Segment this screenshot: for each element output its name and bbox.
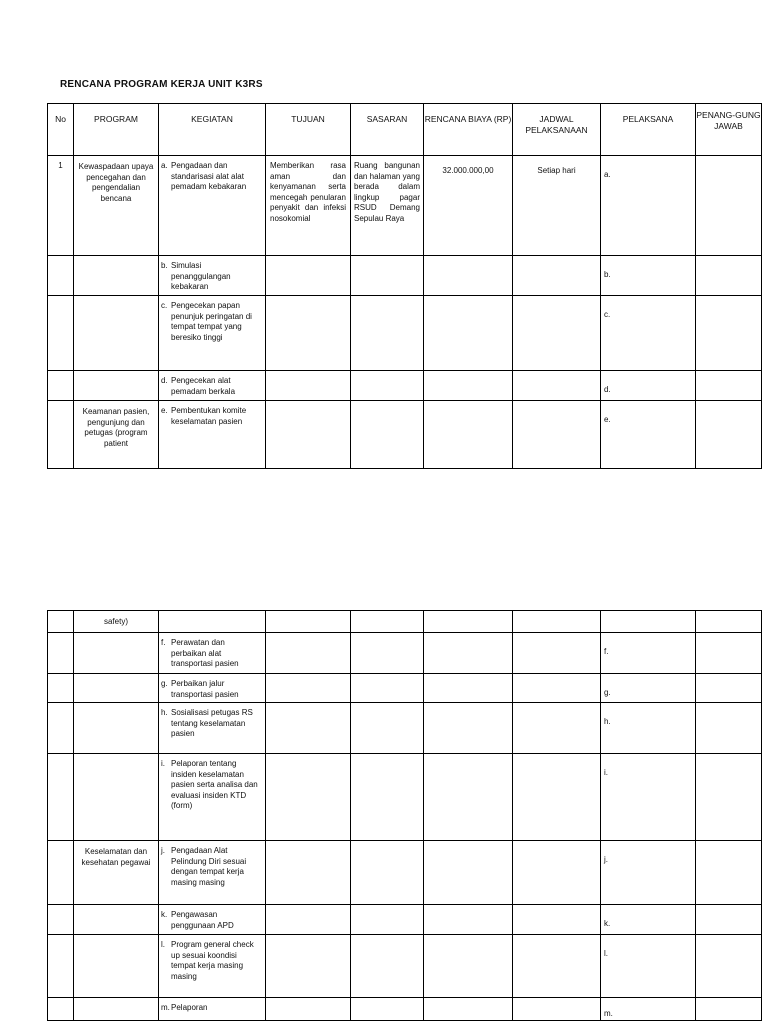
cell-tujuan — [266, 256, 351, 296]
table-row — [48, 754, 762, 841]
cell-program — [74, 296, 159, 371]
header-tujuan: TUJUAN — [266, 104, 351, 156]
cell-kegiatan — [159, 611, 266, 633]
cell-no — [48, 371, 74, 401]
cell-tujuan — [266, 754, 351, 841]
work-plan-table-page-1 — [47, 103, 762, 469]
cell-penanggung-jawab — [696, 841, 762, 905]
cell-biaya — [424, 905, 513, 935]
kegiatan-letter: k. — [161, 910, 168, 919]
cell-kegiatan — [159, 674, 266, 703]
cell-pelaksana: k. — [601, 905, 696, 935]
table-row — [48, 998, 762, 1021]
cell-pelaksana: a. — [601, 156, 696, 256]
cell-jadwal — [513, 296, 601, 371]
cell-biaya — [424, 998, 513, 1021]
cell-penanggung-jawab — [696, 674, 762, 703]
cell-pelaksana: h. — [601, 703, 696, 754]
cell-kegiatan — [159, 371, 266, 401]
cell-tujuan — [266, 998, 351, 1021]
table-row — [48, 401, 762, 469]
table-row — [48, 841, 762, 905]
cell-jadwal — [513, 935, 601, 998]
kegiatan-text: Program general check up sesuai koondisi tempat kerja masing masing — [171, 940, 254, 981]
cell-biaya — [424, 935, 513, 998]
cell-jadwal — [513, 998, 601, 1021]
cell-penanggung-jawab — [696, 754, 762, 841]
kegiatan-text: Pengadaan dan standarisasi alat alat pemadam kebakaran — [171, 161, 247, 191]
kegiatan-text: Pelaporan — [171, 1003, 208, 1012]
cell-jadwal — [513, 754, 601, 841]
cell-program: Keamanan pasien, pengunjung dan petugas (program patient — [74, 401, 159, 469]
cell-tujuan — [266, 633, 351, 674]
cell-sasaran — [351, 841, 424, 905]
cell-program — [74, 371, 159, 401]
header-penanggung-jawab: PENANG-GUNG JAWAB — [696, 104, 762, 156]
cell-biaya — [424, 296, 513, 371]
work-plan-table-page-2 — [47, 610, 762, 1021]
cell-program — [74, 703, 159, 754]
cell-jadwal — [513, 371, 601, 401]
cell-tujuan — [266, 841, 351, 905]
cell-jadwal — [513, 256, 601, 296]
cell-biaya — [424, 611, 513, 633]
cell-program — [74, 633, 159, 674]
kegiatan-text: Pengawasan penggunaan APD — [171, 910, 234, 930]
cell-program — [74, 905, 159, 935]
table-row — [48, 703, 762, 754]
cell-jadwal — [513, 905, 601, 935]
cell-sasaran — [351, 296, 424, 371]
kegiatan-text: Pelaporan tentang insiden keselamatan pasien serta analisa dan evaluasi insiden KTD (form) — [171, 759, 258, 810]
table-row — [48, 296, 762, 371]
cell-jadwal — [513, 841, 601, 905]
cell-pelaksana — [601, 611, 696, 633]
cell-no — [48, 256, 74, 296]
cell-penanggung-jawab — [696, 296, 762, 371]
cell-pelaksana: b. — [601, 256, 696, 296]
cell-no — [48, 296, 74, 371]
cell-sasaran — [351, 256, 424, 296]
kegiatan-letter: j. — [161, 846, 165, 855]
cell-biaya — [424, 401, 513, 469]
cell-penanggung-jawab — [696, 703, 762, 754]
cell-kegiatan — [159, 998, 266, 1021]
kegiatan-letter: a. — [161, 161, 168, 170]
table-row — [48, 156, 762, 256]
table-row — [48, 633, 762, 674]
cell-penanggung-jawab — [696, 905, 762, 935]
cell-pelaksana: j. — [601, 841, 696, 905]
cell-no — [48, 841, 74, 905]
cell-kegiatan — [159, 296, 266, 371]
cell-kegiatan — [159, 935, 266, 998]
kegiatan-letter: i. — [161, 759, 165, 768]
cell-no — [48, 401, 74, 469]
cell-sasaran — [351, 998, 424, 1021]
cell-program: safety) — [74, 611, 159, 633]
cell-no — [48, 754, 74, 841]
cell-kegiatan — [159, 633, 266, 674]
kegiatan-letter: f. — [161, 638, 166, 647]
kegiatan-text: Perawatan dan perbaikan alat transportasi pasien — [171, 638, 239, 668]
cell-penanggung-jawab — [696, 371, 762, 401]
cell-kegiatan — [159, 703, 266, 754]
kegiatan-letter: h. — [161, 708, 168, 717]
kegiatan-letter: b. — [161, 261, 168, 270]
cell-no — [48, 674, 74, 703]
cell-penanggung-jawab — [696, 401, 762, 469]
cell-biaya: 32.000.000,00 — [424, 156, 513, 256]
cell-sasaran — [351, 905, 424, 935]
kegiatan-text: Pengecekan papan penunjuk peringatan di tempat tempat yang beresiko tinggi — [171, 301, 252, 342]
cell-biaya — [424, 841, 513, 905]
cell-pelaksana: l. — [601, 935, 696, 998]
cell-jadwal: Setiap hari — [513, 156, 601, 256]
table-row — [48, 905, 762, 935]
cell-sasaran — [351, 633, 424, 674]
header-pelaksana: PELAKSANA — [601, 104, 696, 156]
cell-program — [74, 674, 159, 703]
kegiatan-letter: c. — [161, 301, 168, 310]
cell-sasaran — [351, 754, 424, 841]
cell-penanggung-jawab — [696, 156, 762, 256]
table-row — [48, 935, 762, 998]
kegiatan-letter: e. — [161, 406, 168, 415]
table-header-row — [48, 104, 762, 156]
header-sasaran: SASARAN — [351, 104, 424, 156]
cell-program: Kewaspadaan upaya pencegahan dan pengendalian bencana — [74, 156, 159, 256]
kegiatan-letter: d. — [161, 376, 168, 385]
kegiatan-text: Sosialisasi petugas RS tentang keselamatan pasien — [171, 708, 253, 738]
kegiatan-letter: g. — [161, 679, 168, 688]
cell-penanggung-jawab — [696, 611, 762, 633]
kegiatan-letter: m. — [161, 1003, 170, 1012]
cell-pelaksana: g. — [601, 674, 696, 703]
cell-tujuan — [266, 611, 351, 633]
table-row — [48, 611, 762, 633]
cell-program — [74, 998, 159, 1021]
header-no: No — [48, 104, 74, 156]
cell-kegiatan — [159, 841, 266, 905]
cell-no: 1 — [48, 156, 74, 256]
cell-sasaran — [351, 703, 424, 754]
cell-biaya — [424, 674, 513, 703]
table-row — [48, 256, 762, 296]
cell-tujuan — [266, 401, 351, 469]
cell-tujuan — [266, 371, 351, 401]
kegiatan-text: Simulasi penanggulangan kebakaran — [171, 261, 231, 291]
kegiatan-text: Pengecekan alat pemadam berkala — [171, 376, 236, 396]
document-title: RENCANA PROGRAM KERJA UNIT K3RS — [60, 79, 263, 90]
cell-kegiatan — [159, 754, 266, 841]
cell-biaya — [424, 371, 513, 401]
cell-tujuan — [266, 296, 351, 371]
cell-sasaran: Ruang bangunan dan halaman yang berada dalam lingkup pagar RSUD Demang Sepulau Raya — [351, 156, 424, 256]
table-row — [48, 371, 762, 401]
cell-penanggung-jawab — [696, 633, 762, 674]
kegiatan-text: Pembentukan komite keselamatan pasien — [171, 406, 247, 426]
cell-pelaksana: f. — [601, 633, 696, 674]
table-row — [48, 674, 762, 703]
cell-kegiatan — [159, 401, 266, 469]
cell-tujuan — [266, 674, 351, 703]
cell-sasaran — [351, 674, 424, 703]
cell-sasaran — [351, 935, 424, 998]
cell-tujuan — [266, 935, 351, 998]
kegiatan-text: Pengadaan Alat Pelindung Diri sesuai dengan tempat kerja masing masing — [171, 846, 247, 887]
cell-jadwal — [513, 401, 601, 469]
kegiatan-letter: l. — [161, 940, 165, 949]
cell-kegiatan — [159, 156, 266, 256]
header-program: PROGRAM — [74, 104, 159, 156]
cell-program — [74, 754, 159, 841]
cell-tujuan: Memberikan rasa aman dan kenyamanan serta mencegah penularan penyakit dan infeksi nosokomial — [266, 156, 351, 256]
cell-pelaksana: i. — [601, 754, 696, 841]
cell-jadwal — [513, 703, 601, 754]
cell-jadwal — [513, 633, 601, 674]
cell-sasaran — [351, 371, 424, 401]
cell-biaya — [424, 754, 513, 841]
cell-no — [48, 998, 74, 1021]
cell-no — [48, 633, 74, 674]
cell-biaya — [424, 703, 513, 754]
cell-program — [74, 935, 159, 998]
cell-penanggung-jawab — [696, 935, 762, 998]
header-biaya: RENCANA BIAYA (RP) — [424, 104, 513, 156]
cell-no — [48, 905, 74, 935]
cell-program: Keselamatan dan kesehatan pegawai — [74, 841, 159, 905]
cell-jadwal — [513, 611, 601, 633]
cell-penanggung-jawab — [696, 256, 762, 296]
cell-sasaran — [351, 611, 424, 633]
cell-tujuan — [266, 703, 351, 754]
cell-pelaksana: d. — [601, 371, 696, 401]
cell-biaya — [424, 633, 513, 674]
cell-kegiatan — [159, 256, 266, 296]
cell-program — [74, 256, 159, 296]
cell-sasaran — [351, 401, 424, 469]
cell-pelaksana: m. — [601, 998, 696, 1021]
cell-tujuan — [266, 905, 351, 935]
header-jadwal: JADWAL PELAKSANAAN — [513, 104, 601, 156]
cell-penanggung-jawab — [696, 998, 762, 1021]
cell-pelaksana: e. — [601, 401, 696, 469]
cell-no — [48, 611, 74, 633]
cell-no — [48, 935, 74, 998]
cell-jadwal — [513, 674, 601, 703]
kegiatan-text: Perbaikan jalur transportasi pasien — [171, 679, 239, 699]
cell-biaya — [424, 256, 513, 296]
cell-pelaksana: c. — [601, 296, 696, 371]
cell-kegiatan — [159, 905, 266, 935]
cell-no — [48, 703, 74, 754]
header-kegiatan: KEGIATAN — [159, 104, 266, 156]
